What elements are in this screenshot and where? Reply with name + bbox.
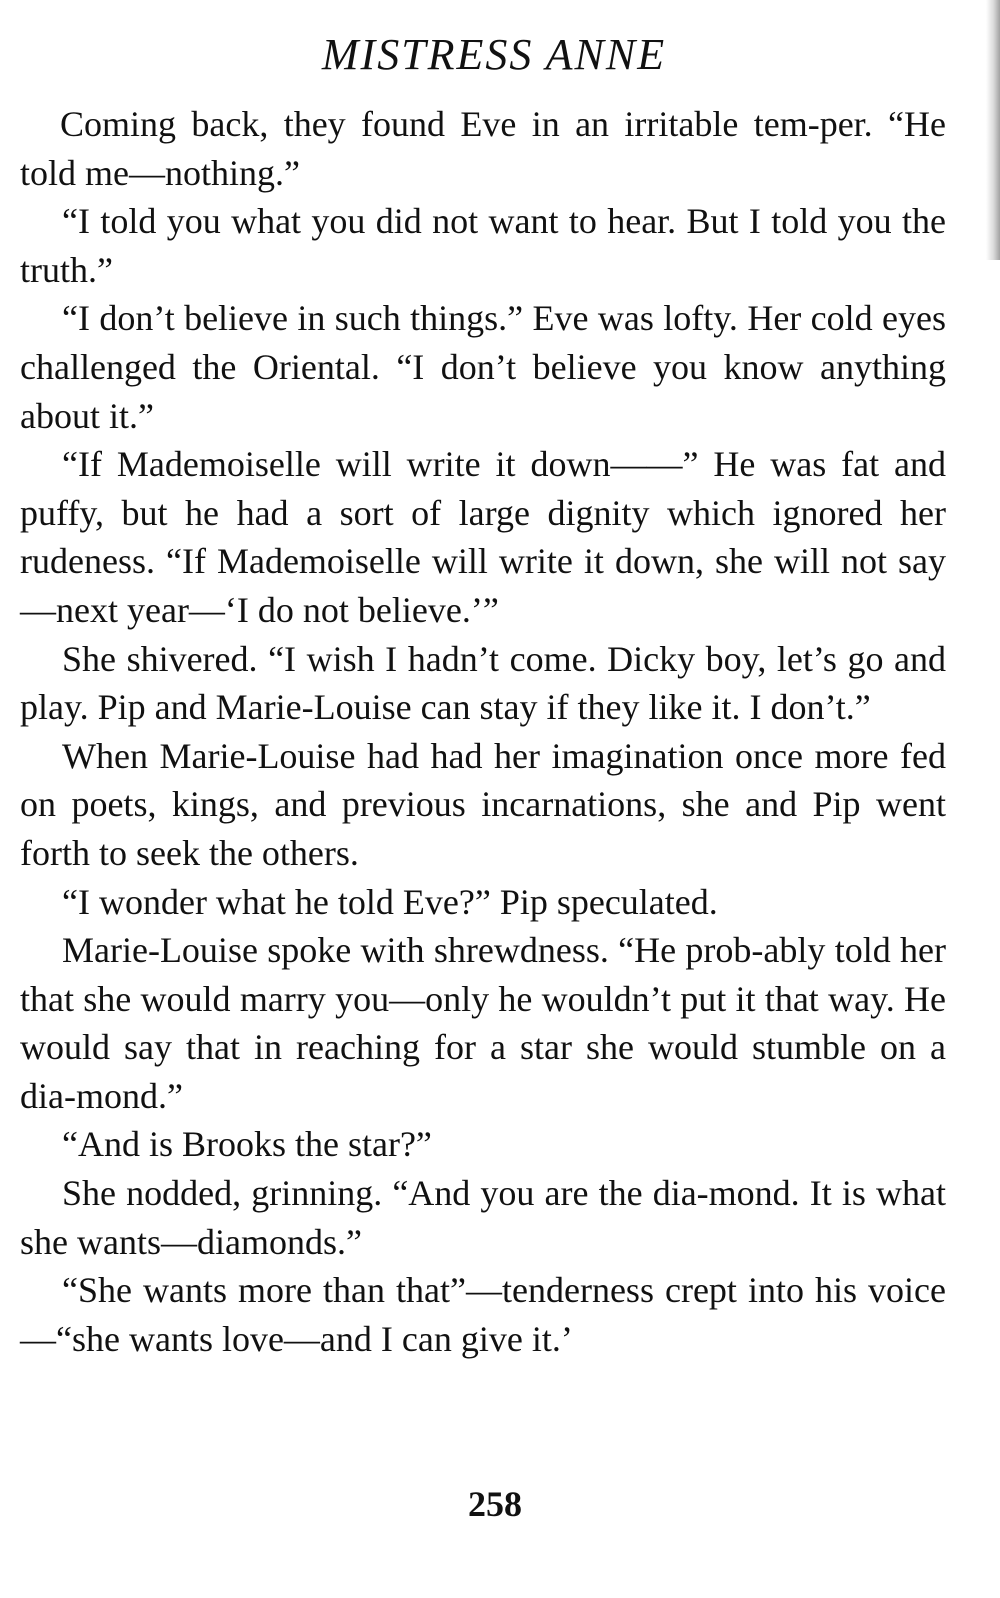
paragraph: “If Mademoiselle will write it down——” He was fat and puffy, but he had a sort of large dignity which ignored her rudeness. “If Mademoiselle will write it down, she will not say—next year—‘I do not believe.’”: [20, 444, 946, 630]
page-edge-shadow: [986, 0, 1000, 260]
running-head: MISTRESS ANNE: [321, 30, 667, 79]
page-number: 258: [468, 1484, 522, 1524]
paragraph: She nodded, grinning. “And you are the dia-mond. It is what she wants—diamonds.”: [20, 1173, 946, 1262]
paragraph: Coming back, they found Eve in an irritable tem-per. “He told me—nothing.”: [20, 104, 946, 193]
paragraph: “And is Brooks the star?”: [62, 1124, 432, 1165]
paragraph: She shivered. “I wish I hadn’t come. Dicky boy, let’s go and play. Pip and Marie-Louise can stay if they like it. I don’t.”: [20, 638, 946, 728]
paragraph: “I wonder what he told Eve?” Pip speculated.: [62, 881, 718, 922]
paragraph: “I told you what you did not want to hear. But I told you the truth.”: [20, 201, 946, 290]
paragraph: “She wants more than that”—tenderness crept into his voice—“she wants love—and I can give it.’: [20, 1270, 946, 1359]
body-text: [20, 100, 946, 1363]
book-page: [20, 24, 946, 1584]
paragraph: When Marie-Louise had had her imagination once more fed on poets, kings, and previous incarnations, she and Pip went forth to seek the others.: [20, 735, 946, 873]
paragraph: Marie-Louise spoke with shrewdness. “He prob-ably told her that she would marry you—only he wouldn’t put it that way. He would say that in reaching for a star she would stumble on a dia-mond.”: [20, 930, 946, 1116]
paragraph: “I don’t believe in such things.” Eve was lofty. Her cold eyes challenged the Oriental. “I don’t believe you know anything about it.”: [20, 298, 946, 436]
